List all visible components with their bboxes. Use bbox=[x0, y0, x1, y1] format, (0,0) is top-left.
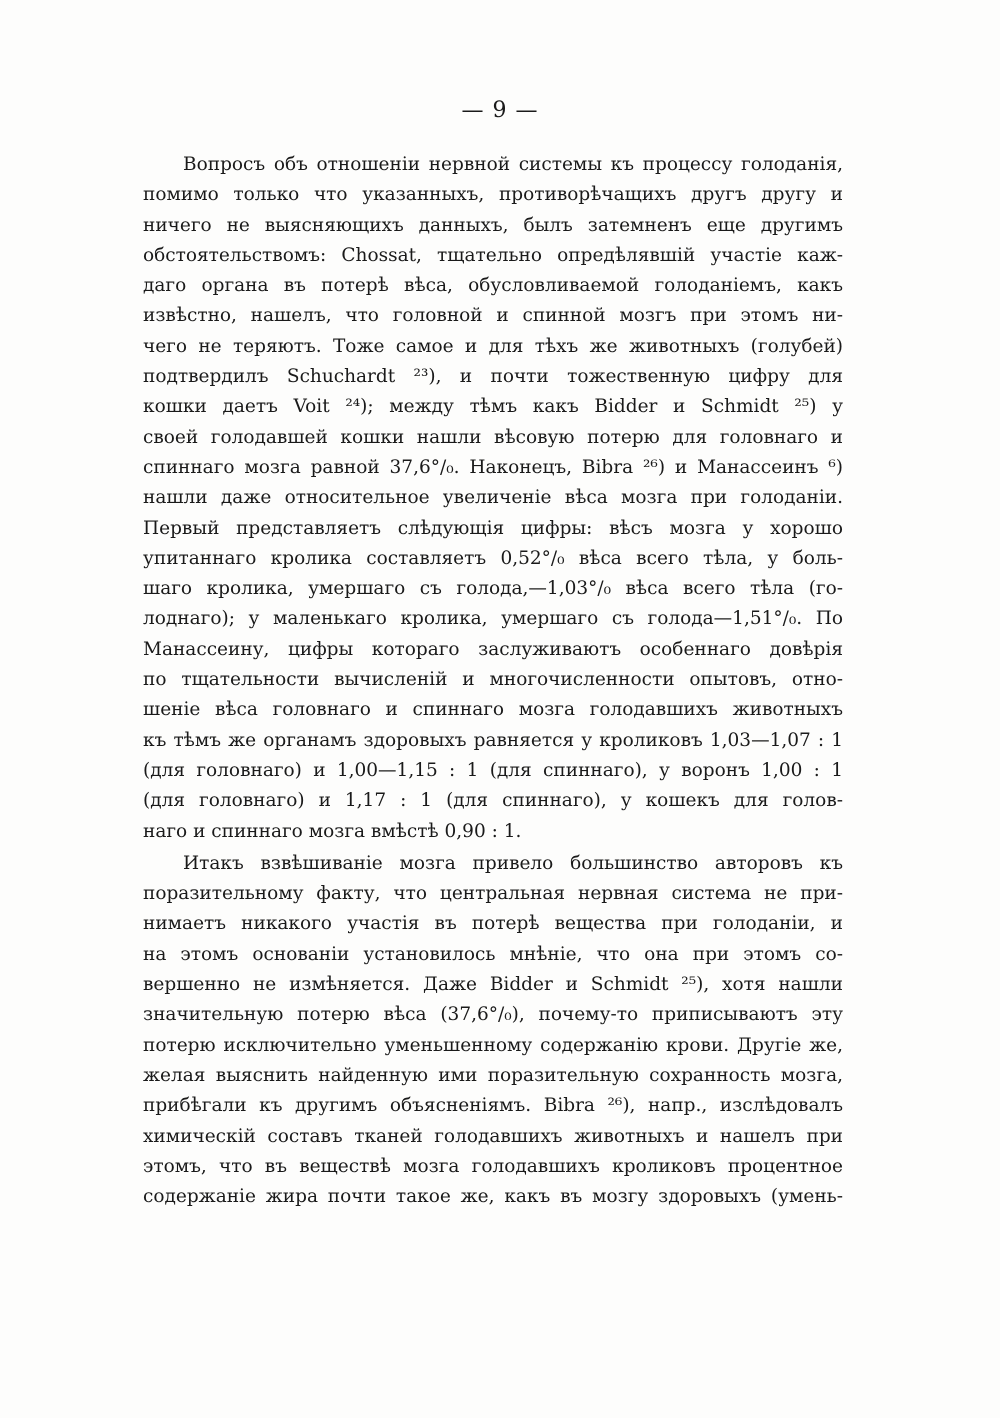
text-line: прибѣгали къ другимъ объясненіямъ. Bibra ²⁶), напр., изслѣдовалъ bbox=[143, 1095, 843, 1117]
text-line: на этомъ основаніи установилось мнѣніе, что она при этомъ со- bbox=[143, 943, 843, 965]
text-line: Манассеину, цифры котораго заслуживаютъ особеннаго довѣрія bbox=[143, 638, 843, 660]
text-line: извѣстно, нашелъ, что головной и спинной мозгъ при этомъ ни- bbox=[143, 305, 843, 327]
text-line: содержаніе жира почти такое же, какъ въ мозгу здоровыхъ (умень- bbox=[143, 1186, 843, 1208]
text-line: ничего не выясняющихъ данныхъ, былъ затемненъ еще другимъ bbox=[143, 214, 843, 236]
text-line: (для головнаго) и 1,00—1,15 : 1 (для спиннаго), у воронъ 1,00 : 1 bbox=[143, 759, 843, 781]
text-line: чего не теряютъ. Тоже самое и для тѣхъ же животныхъ (голубей) bbox=[143, 335, 843, 357]
text-line: вершенно не измѣняется. Даже Bidder и Schmidt ²⁵), хотя нашли bbox=[143, 974, 843, 996]
text-line: шаго кролика, умершаго съ голода,—1,03°/₀ вѣса всего тѣла (го- bbox=[143, 578, 843, 600]
text-line: нимаетъ никакого участія въ потерѣ вещества при голоданіи, и bbox=[143, 913, 843, 935]
text-line: помимо только что указанныхъ, противорѣчащихъ другъ другу и bbox=[143, 184, 843, 206]
text-line: наго и спиннаго мозга вмѣстѣ 0,90 : 1. bbox=[143, 820, 522, 842]
text-line: Первый представляетъ слѣдующія цифры: вѣсъ мозга у хорошо bbox=[143, 517, 843, 539]
text-line: шеніе вѣса головнаго и спиннаго мозга голодавшихъ животныхъ bbox=[143, 699, 843, 721]
text-line: лоднаго); у маленькаго кролика, умершаго съ голода—1,51°/₀. По bbox=[143, 608, 843, 630]
text-line: даго органа въ потерѣ вѣса, обусловливаемой голоданіемъ, какъ bbox=[143, 275, 843, 297]
text-line: кошки даетъ Voit ²⁴); между тѣмъ какъ Bidder и Schmidt ²⁵) у bbox=[143, 396, 843, 418]
text-line: подтвердилъ Schuchardt ²³), и почти тожественную цифру для bbox=[143, 366, 843, 388]
text-line: нашли даже относительное увеличеніе вѣса мозга при голоданіи. bbox=[143, 487, 843, 509]
paragraph-2 bbox=[143, 849, 843, 1213]
text-line: своей голодавшей кошки нашли вѣсовую потерю для головнаго и bbox=[143, 426, 843, 448]
text-line: (для головнаго) и 1,17 : 1 (для спиннаго), у кошекъ для голов- bbox=[143, 790, 843, 812]
text-line: Вопросъ объ отношеніи нервной системы къ процессу голоданія, bbox=[183, 154, 843, 175]
text-line: потерю исключительно уменьшенному содержанію крови. Другіе же, bbox=[143, 1034, 843, 1056]
text-line: желая выяснить найденную ими поразительную сохранность мозга, bbox=[143, 1064, 843, 1086]
body-text bbox=[143, 150, 843, 1212]
text-line: обстоятельствомъ: Chossat, тщательно опредѣлявшій участіе каж- bbox=[143, 244, 843, 266]
text-line: химическій составъ тканей голодавшихъ животныхъ и нашелъ при bbox=[143, 1125, 843, 1147]
text-line: упитаннаго кролика составляетъ 0,52°/₀ вѣса всего тѣла, у боль- bbox=[143, 547, 843, 569]
text-line: къ тѣмъ же органамъ здоровыхъ равняется у кроликовъ 1,03—1,07 : 1 bbox=[143, 729, 843, 751]
text-line: этомъ, что въ веществѣ мозга голодавшихъ кроликовъ процентное bbox=[143, 1155, 843, 1177]
page-number: — 9 — bbox=[461, 98, 539, 123]
text-line: спиннаго мозга равной 37,6°/₀. Наконецъ, Bibra ²⁶) и Манассеинъ ⁶) bbox=[143, 456, 843, 478]
text-line: Итакъ взвѣшиваніе мозга привело большинство авторовъ къ bbox=[183, 852, 843, 874]
text-line: по тщательности вычисленій и многочисленности опытовъ, отно- bbox=[143, 669, 843, 691]
paragraph-1 bbox=[143, 150, 843, 847]
text-line: поразительному факту, что центральная нервная система не при- bbox=[143, 883, 843, 905]
text-line: значительную потерю вѣса (37,6°/₀), почему-то приписываютъ эту bbox=[143, 1004, 843, 1026]
